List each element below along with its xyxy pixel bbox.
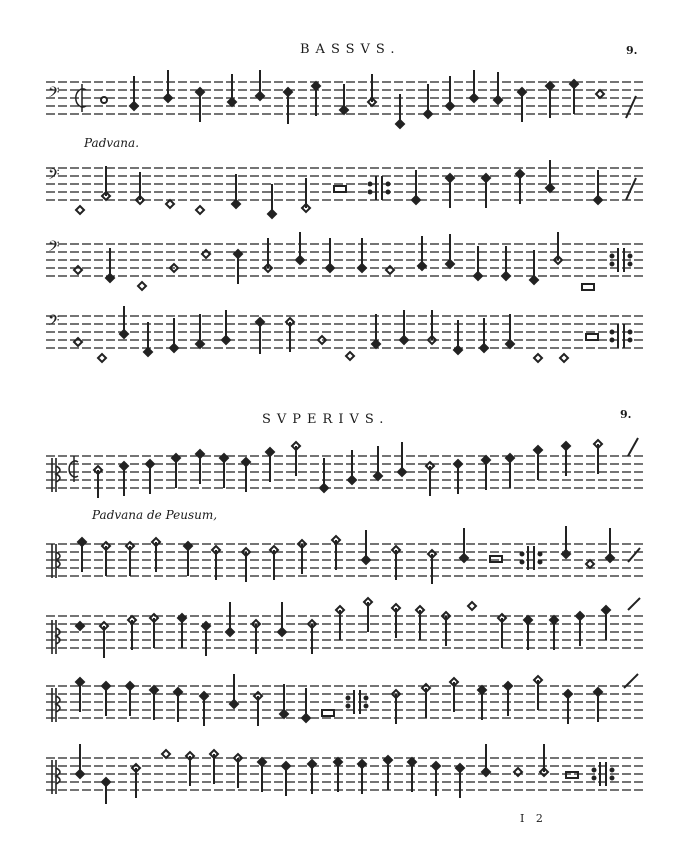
breve-icon <box>322 710 334 716</box>
superius-staff-3-svg <box>46 596 646 666</box>
svg-text:𝄢: 𝄢 <box>48 84 60 105</box>
note <box>550 616 558 650</box>
note <box>392 546 400 580</box>
custos-icon <box>628 438 638 456</box>
note <box>320 458 328 492</box>
note <box>302 688 310 722</box>
note <box>570 80 578 114</box>
note <box>270 546 278 580</box>
note <box>494 72 502 104</box>
note <box>594 170 602 204</box>
note <box>172 454 180 488</box>
note <box>242 548 250 582</box>
note <box>210 750 218 784</box>
note <box>296 232 304 264</box>
bass-clef-icon <box>48 84 60 105</box>
bassus-piece-title: Padvana. <box>84 136 140 150</box>
note <box>146 460 154 494</box>
note <box>562 442 570 476</box>
note <box>144 322 152 356</box>
note <box>454 320 462 354</box>
note <box>120 306 128 338</box>
note <box>196 206 204 214</box>
superius-staff-3 <box>46 596 646 666</box>
note <box>468 602 476 610</box>
note <box>502 246 510 280</box>
note <box>504 682 512 716</box>
note <box>498 614 506 648</box>
superius-staff-5 <box>46 742 646 808</box>
note <box>202 250 210 258</box>
note <box>268 184 276 218</box>
note <box>101 97 107 103</box>
note <box>374 446 382 480</box>
note <box>332 536 340 570</box>
bassus-staff-1 <box>46 70 646 132</box>
note <box>258 758 266 792</box>
note <box>428 310 436 344</box>
note <box>196 88 204 122</box>
note <box>416 606 424 640</box>
note <box>454 460 462 494</box>
c-clef-icon <box>52 688 60 722</box>
superius-staff-4 <box>46 670 646 736</box>
note <box>562 526 570 558</box>
note <box>594 440 602 474</box>
repeat-sign-icon <box>521 546 542 570</box>
note <box>386 266 394 274</box>
note <box>126 682 134 716</box>
note <box>602 606 610 640</box>
note <box>98 354 106 362</box>
note <box>292 442 300 476</box>
note <box>516 170 524 204</box>
note <box>534 354 542 362</box>
note <box>152 538 160 572</box>
note <box>202 622 210 656</box>
note <box>446 76 454 110</box>
superius-staff-2-svg <box>46 524 646 588</box>
note <box>478 686 486 720</box>
note <box>170 318 178 352</box>
note <box>540 744 548 776</box>
bassus-part <box>0 0 686 380</box>
note <box>130 76 138 110</box>
note <box>102 166 110 200</box>
note <box>392 690 400 724</box>
note <box>280 684 288 718</box>
note <box>546 82 554 118</box>
note <box>362 530 370 564</box>
note <box>400 310 408 344</box>
bassus-staff-3 <box>46 232 646 294</box>
mensuration-sign-icon <box>69 456 78 482</box>
note <box>460 528 468 562</box>
note <box>78 538 86 572</box>
superius-piece-title: Padvana de Peusum, <box>92 508 218 522</box>
note <box>408 758 416 792</box>
note <box>348 450 356 484</box>
note <box>234 250 242 284</box>
note <box>254 692 262 726</box>
note <box>576 612 584 646</box>
note <box>242 458 250 492</box>
note <box>230 674 238 708</box>
note <box>372 314 380 348</box>
note <box>396 94 404 128</box>
note <box>106 248 114 282</box>
note <box>426 462 434 496</box>
svg-text:𝄢: 𝄢 <box>48 238 60 259</box>
c-clef-icon <box>52 620 60 654</box>
superius-staff-5-svg <box>46 742 646 808</box>
custos-icon <box>626 96 636 118</box>
repeat-sign-icon <box>611 324 632 348</box>
note <box>266 448 274 482</box>
note <box>560 354 568 362</box>
note <box>252 620 260 654</box>
note <box>232 174 240 208</box>
note <box>518 88 526 122</box>
superius-staff-2 <box>46 524 646 588</box>
repeat-sign-icon <box>369 176 390 200</box>
breve-icon <box>582 284 594 290</box>
custos-icon <box>628 598 640 610</box>
note <box>432 762 440 796</box>
note <box>174 688 182 722</box>
breve-icon <box>566 772 578 778</box>
note <box>76 622 84 630</box>
note <box>534 446 542 480</box>
note <box>534 676 542 710</box>
breve-icon <box>586 334 598 340</box>
note <box>74 266 82 274</box>
note <box>94 466 102 498</box>
bass-clef-icon <box>48 166 60 187</box>
note <box>364 598 372 632</box>
note <box>392 604 400 638</box>
note <box>514 768 522 776</box>
breve-icon <box>334 186 346 192</box>
signature-mark: I 2 <box>520 812 547 825</box>
note <box>164 70 172 102</box>
note <box>102 682 110 716</box>
note <box>482 174 490 208</box>
note <box>480 318 488 352</box>
note <box>264 238 272 272</box>
note <box>162 750 170 758</box>
note <box>120 462 128 496</box>
note <box>196 450 204 484</box>
note <box>422 684 430 718</box>
note <box>76 678 84 712</box>
note <box>482 744 490 776</box>
note <box>186 752 194 786</box>
note <box>564 690 572 724</box>
note <box>196 314 204 348</box>
note <box>308 760 316 794</box>
note <box>428 550 436 584</box>
note <box>220 454 228 488</box>
note <box>456 764 464 798</box>
note <box>326 238 334 272</box>
note <box>184 542 192 576</box>
c-clef-icon <box>52 760 60 794</box>
superius-heading: SVPERIVS. <box>262 412 390 427</box>
note <box>302 178 310 212</box>
note <box>136 172 144 204</box>
note <box>340 84 348 114</box>
note <box>596 90 604 98</box>
note <box>226 602 234 636</box>
note <box>506 314 514 348</box>
breve-icon <box>490 556 502 562</box>
bassus-staff-4-svg <box>46 304 646 368</box>
note <box>586 560 594 568</box>
note <box>524 616 532 650</box>
note <box>346 352 354 360</box>
note <box>482 456 490 490</box>
bass-clef-icon <box>48 238 60 259</box>
bassus-heading: BASSVS. <box>300 42 401 57</box>
superius-folio: 9. <box>620 408 632 421</box>
note <box>530 250 538 284</box>
note <box>298 540 306 574</box>
note <box>74 338 82 346</box>
note <box>126 542 134 576</box>
note <box>442 612 450 646</box>
note <box>594 688 602 722</box>
note <box>506 454 514 488</box>
note <box>200 692 208 726</box>
note <box>312 82 320 116</box>
bassus-staff-1-svg <box>46 70 646 132</box>
note <box>334 758 342 792</box>
note <box>446 234 454 268</box>
note <box>384 756 392 790</box>
note <box>256 70 264 100</box>
note <box>358 760 366 794</box>
note <box>256 318 264 354</box>
note <box>76 744 84 778</box>
bassus-staff-2 <box>46 156 646 222</box>
bassus-staff-3-svg <box>46 232 646 294</box>
note <box>336 606 344 640</box>
note <box>446 174 454 208</box>
note <box>450 678 458 712</box>
bassus-staff-2-svg <box>46 156 646 222</box>
note <box>474 246 482 280</box>
note <box>424 84 432 118</box>
note <box>76 206 84 214</box>
note <box>102 778 110 804</box>
note <box>212 546 220 580</box>
note <box>128 616 136 650</box>
svg-text:𝄢: 𝄢 <box>48 166 60 187</box>
note <box>554 232 562 264</box>
note <box>222 310 230 344</box>
svg-text:𝄢: 𝄢 <box>48 312 60 333</box>
note <box>150 614 158 648</box>
note <box>278 602 286 636</box>
note <box>150 686 158 720</box>
note <box>412 170 420 204</box>
note <box>138 282 146 290</box>
superius-staff-1-svg <box>46 436 646 502</box>
note <box>358 238 366 272</box>
note <box>282 762 290 796</box>
note <box>470 70 478 102</box>
note <box>398 442 406 476</box>
bassus-folio: 9. <box>626 44 638 57</box>
note <box>606 528 614 562</box>
note <box>286 318 294 352</box>
custos-icon <box>626 178 636 200</box>
note <box>234 754 242 788</box>
note <box>178 614 186 648</box>
c-clef-icon <box>52 544 60 578</box>
superius-part <box>0 400 686 849</box>
note <box>308 620 316 654</box>
note <box>166 200 174 208</box>
bassus-staff-4 <box>46 304 646 368</box>
note <box>102 542 110 576</box>
c-clef-icon <box>52 458 60 492</box>
superius-staff-4-svg <box>46 670 646 736</box>
bass-clef-icon <box>48 312 60 333</box>
note <box>132 764 140 798</box>
superius-staff-1 <box>46 436 646 502</box>
note <box>418 236 426 270</box>
